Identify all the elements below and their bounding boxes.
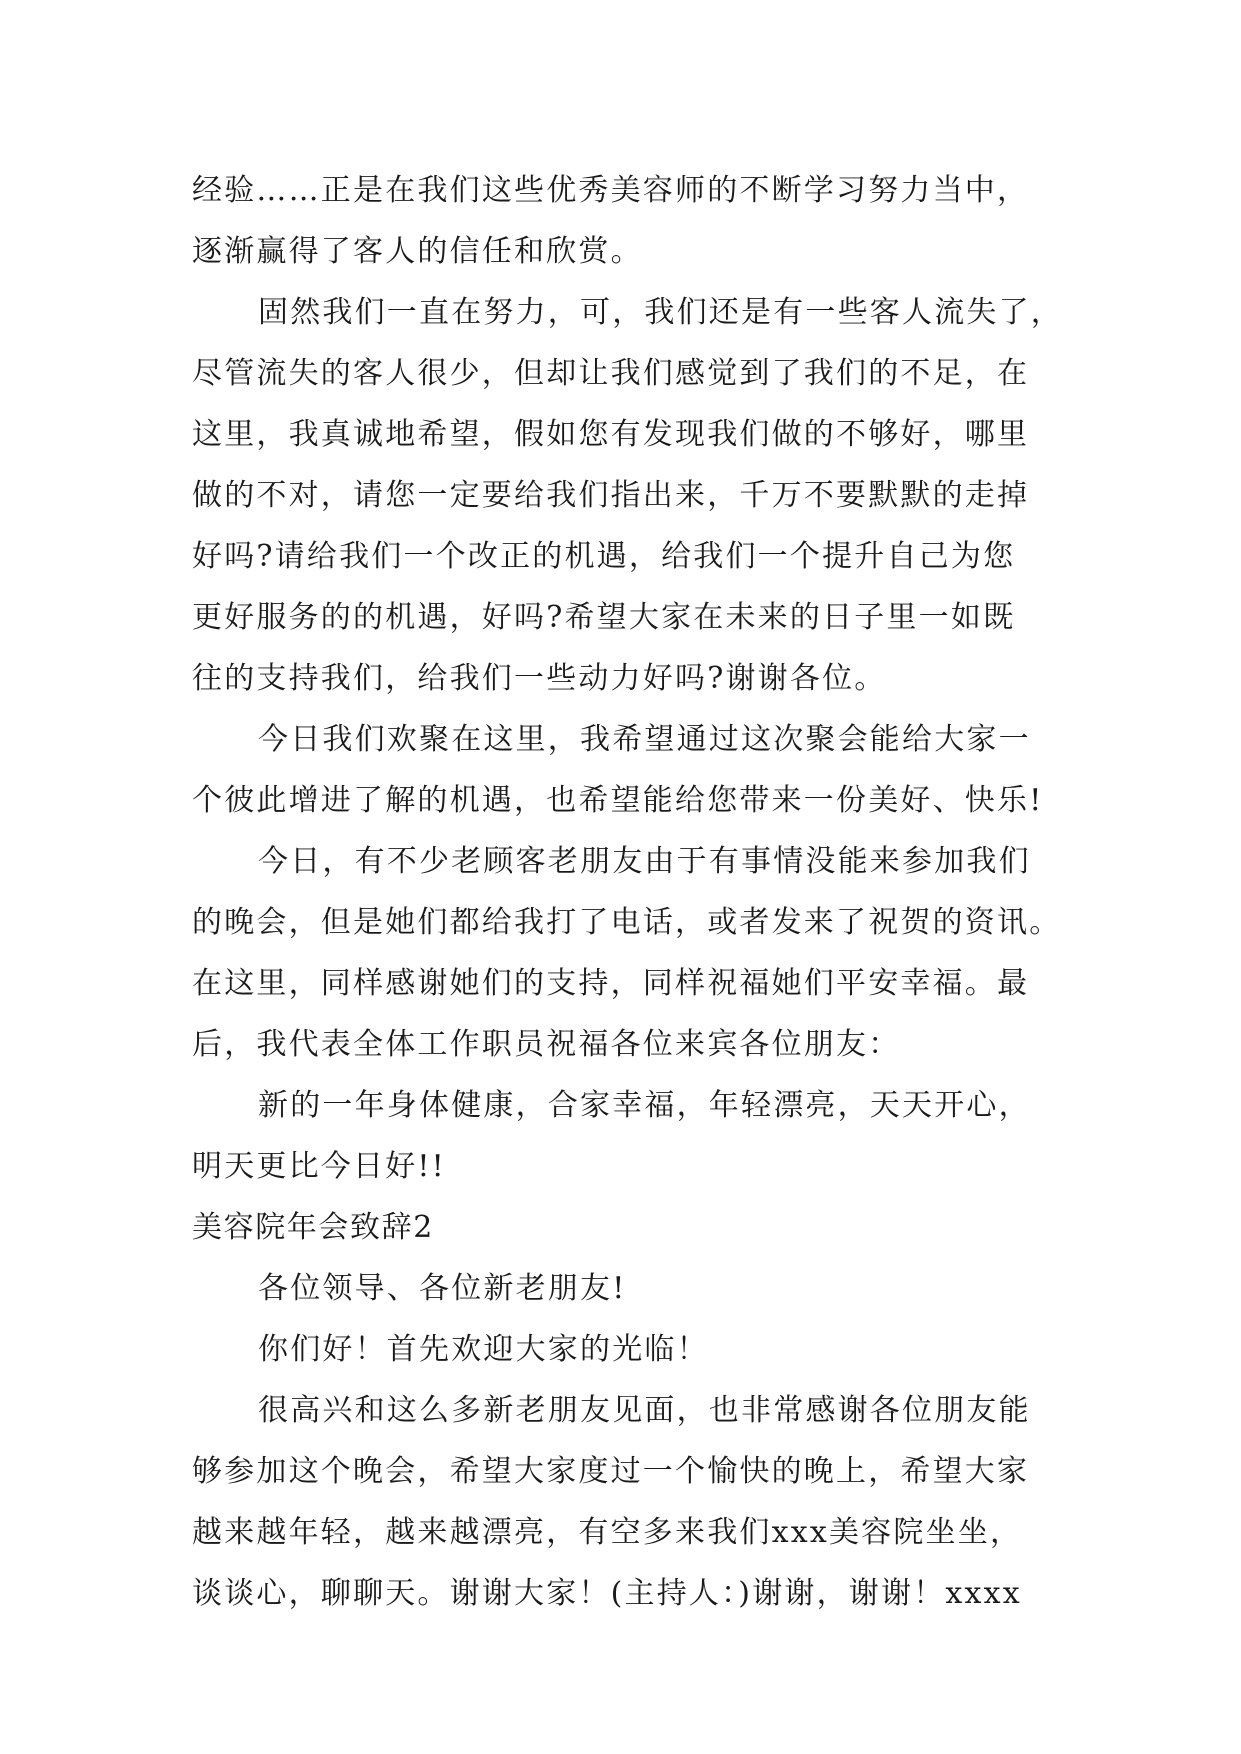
paragraph-line: 越来越年轻，越来越漂亮，有空多来我们xxx美容院坐坐， [192, 1515, 1023, 1550]
paragraph-line: 今日我们欢聚在这里，我希望通过这次聚会能给大家一 [258, 722, 1031, 757]
paragraph-line: 的晚会，但是她们都给我打了电话，或者发来了祝贺的资讯。 [192, 905, 1062, 940]
paragraph-line: 更好服务的的机遇，好吗?希望大家在未来的日子里一如既 [192, 600, 1016, 635]
paragraph-line: 好吗?请给我们一个改正的机遇，给我们一个提升自己为您 [192, 539, 1016, 574]
paragraph-line: 今日，有不少老顾客老朋友由于有事情没能来参加我们 [258, 844, 1031, 879]
paragraph-line: 你们好！首先欢迎大家的光临！ [258, 1332, 709, 1367]
paragraph-line: 个彼此增进了解的机遇，也希望能给您带来一份美好、快乐! [192, 783, 1044, 818]
paragraph-line: 新的一年身体健康，合家幸福，年轻漂亮，天天开心， [258, 1088, 1031, 1123]
paragraph-line: 固然我们一直在努力，可，我们还是有一些客人流失了， [258, 295, 1063, 330]
paragraph-line: 经验……正是在我们这些优秀美容师的不断学习努力当中， [192, 173, 1030, 208]
paragraph-line: 这里，我真诚地希望，假如您有发现我们做的不够好，哪里 [192, 417, 1030, 452]
section-heading: 美容院年会致辞2 [192, 1210, 434, 1245]
paragraph-line: 后，我代表全体工作职员祝福各位来宾各位朋友： [192, 1027, 901, 1062]
paragraph-line: 谈谈心，聊聊天。谢谢大家！(主持人：)谢谢，谢谢！xxxx [192, 1576, 1022, 1611]
paragraph-line: 逐渐赢得了客人的信任和欣赏。 [192, 234, 643, 269]
paragraph-line: 尽管流失的客人很少，但却让我们感觉到了我们的不足，在 [192, 356, 1030, 391]
paragraph-line: 明天更比今日好!! [192, 1149, 446, 1184]
paragraph-line: 各位领导、各位新老朋友! [258, 1271, 627, 1306]
paragraph-line: 很高兴和这么多新老朋友见面，也非常感谢各位朋友能 [258, 1393, 1031, 1428]
paragraph-line: 做的不对，请您一定要给我们指出来，千万不要默默的走掉 [192, 478, 1030, 513]
document-body [192, 160, 1072, 1624]
paragraph-line: 在这里，同样感谢她们的支持，同样祝福她们平安幸福。最 [192, 966, 1030, 1001]
paragraph-line: 够参加这个晚会，希望大家度过一个愉快的晚上，希望大家 [192, 1454, 1030, 1489]
paragraph-line: 往的支持我们，给我们一些动力好吗?谢谢各位。 [192, 661, 887, 696]
